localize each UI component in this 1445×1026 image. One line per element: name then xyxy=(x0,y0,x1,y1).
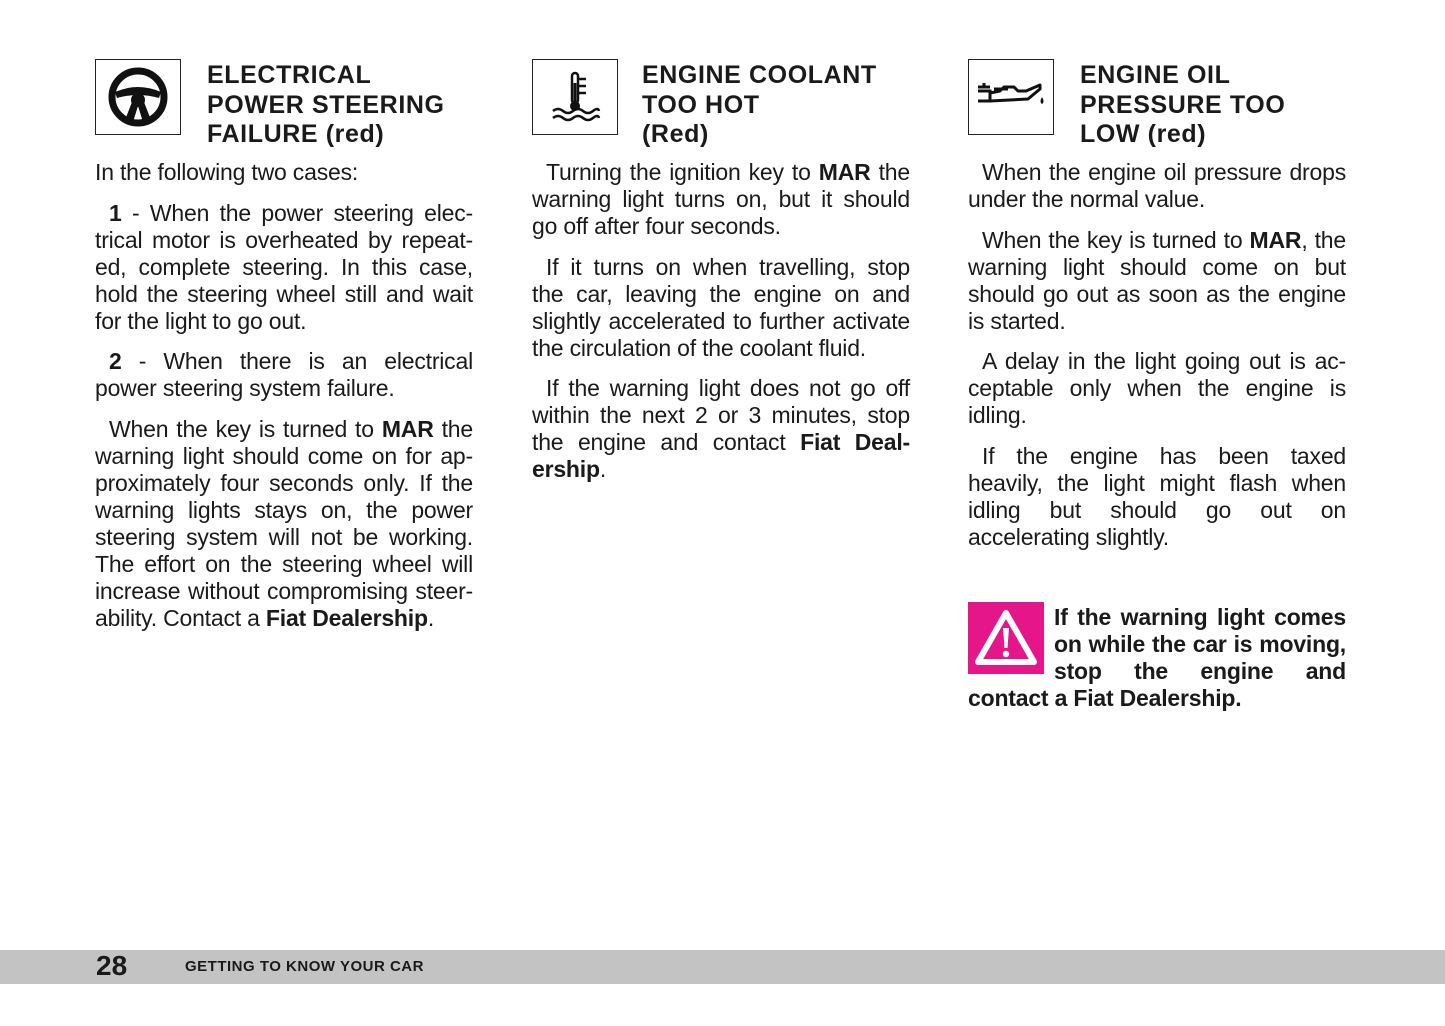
section-title: ELECTRICAL POWER STEERING FAILURE (red) xyxy=(207,61,445,148)
paragraph: 1 - When the power steering elec-trical motor is overheated by repeat-ed, complete steering. In this case, hold the steering wheel still and wait for the light to go out. xyxy=(95,199,473,334)
section-power-steering xyxy=(95,59,473,645)
section-title: ENGINE OIL PRESSURE TOO LOW (red) xyxy=(1080,61,1286,148)
warning-text: If the warning light comes on while the car is moving, stop the engine and contact a Fiat Dealership. xyxy=(968,604,1346,711)
page-number: 28 xyxy=(96,950,128,981)
section-engine-coolant xyxy=(532,59,910,497)
paragraph: In the following two cases: xyxy=(95,159,359,185)
paragraph: If the warning light does not go off within the next 2 or 3 minutes, stop the engine and contact Fiat Deal-ership. xyxy=(532,375,911,482)
section-body xyxy=(532,159,910,483)
coolant-temperature-icon xyxy=(532,59,618,135)
section-header xyxy=(95,59,473,155)
section-header xyxy=(532,59,910,155)
warning-note xyxy=(968,602,1346,712)
section-body xyxy=(95,159,473,632)
warning-triangle-icon xyxy=(968,602,1044,674)
paragraph: If it turns on when travelling, stop the car, leaving the engine on and slightly accelerated to further activate the circulation of the coolant fluid. xyxy=(532,253,910,361)
paragraph: When the engine oil pressure drops under the normal value. xyxy=(968,159,1346,212)
paragraph: 2 - When there is an electrical power steering system failure. xyxy=(95,348,473,401)
section-oil-pressure xyxy=(968,59,1346,564)
section-body xyxy=(968,159,1346,551)
section-header xyxy=(968,59,1346,155)
oil-can-icon xyxy=(968,59,1054,135)
paragraph: A delay in the light going out is ac-ceptable only when the engine is idling. xyxy=(968,348,1346,428)
paragraph: When the key is turned to MAR the warning light should come on for ap-proximately four seconds only. If the warning lights stays on, the power steering system will not be working. The effort on the steering wheel will increase without compromising steer-ability. Contact a Fiat Dealership. xyxy=(95,415,473,631)
paragraph: If the engine has been taxed heavily, the light might flash when idling but should go out on accelerating slightly. xyxy=(968,442,1346,550)
paragraph: When the key is turned to MAR, the warning light should come on but should go out as soon as the engine is started. xyxy=(968,226,1346,334)
section-title: ENGINE COOLANT TOO HOT (Red) xyxy=(642,61,877,148)
paragraph: Turning the ignition key to MAR the warning light turns on, but it should go off after four seconds. xyxy=(532,159,910,239)
steering-wheel-icon xyxy=(95,59,181,135)
section-running-title: GETTING TO KNOW YOUR CAR xyxy=(185,958,424,975)
